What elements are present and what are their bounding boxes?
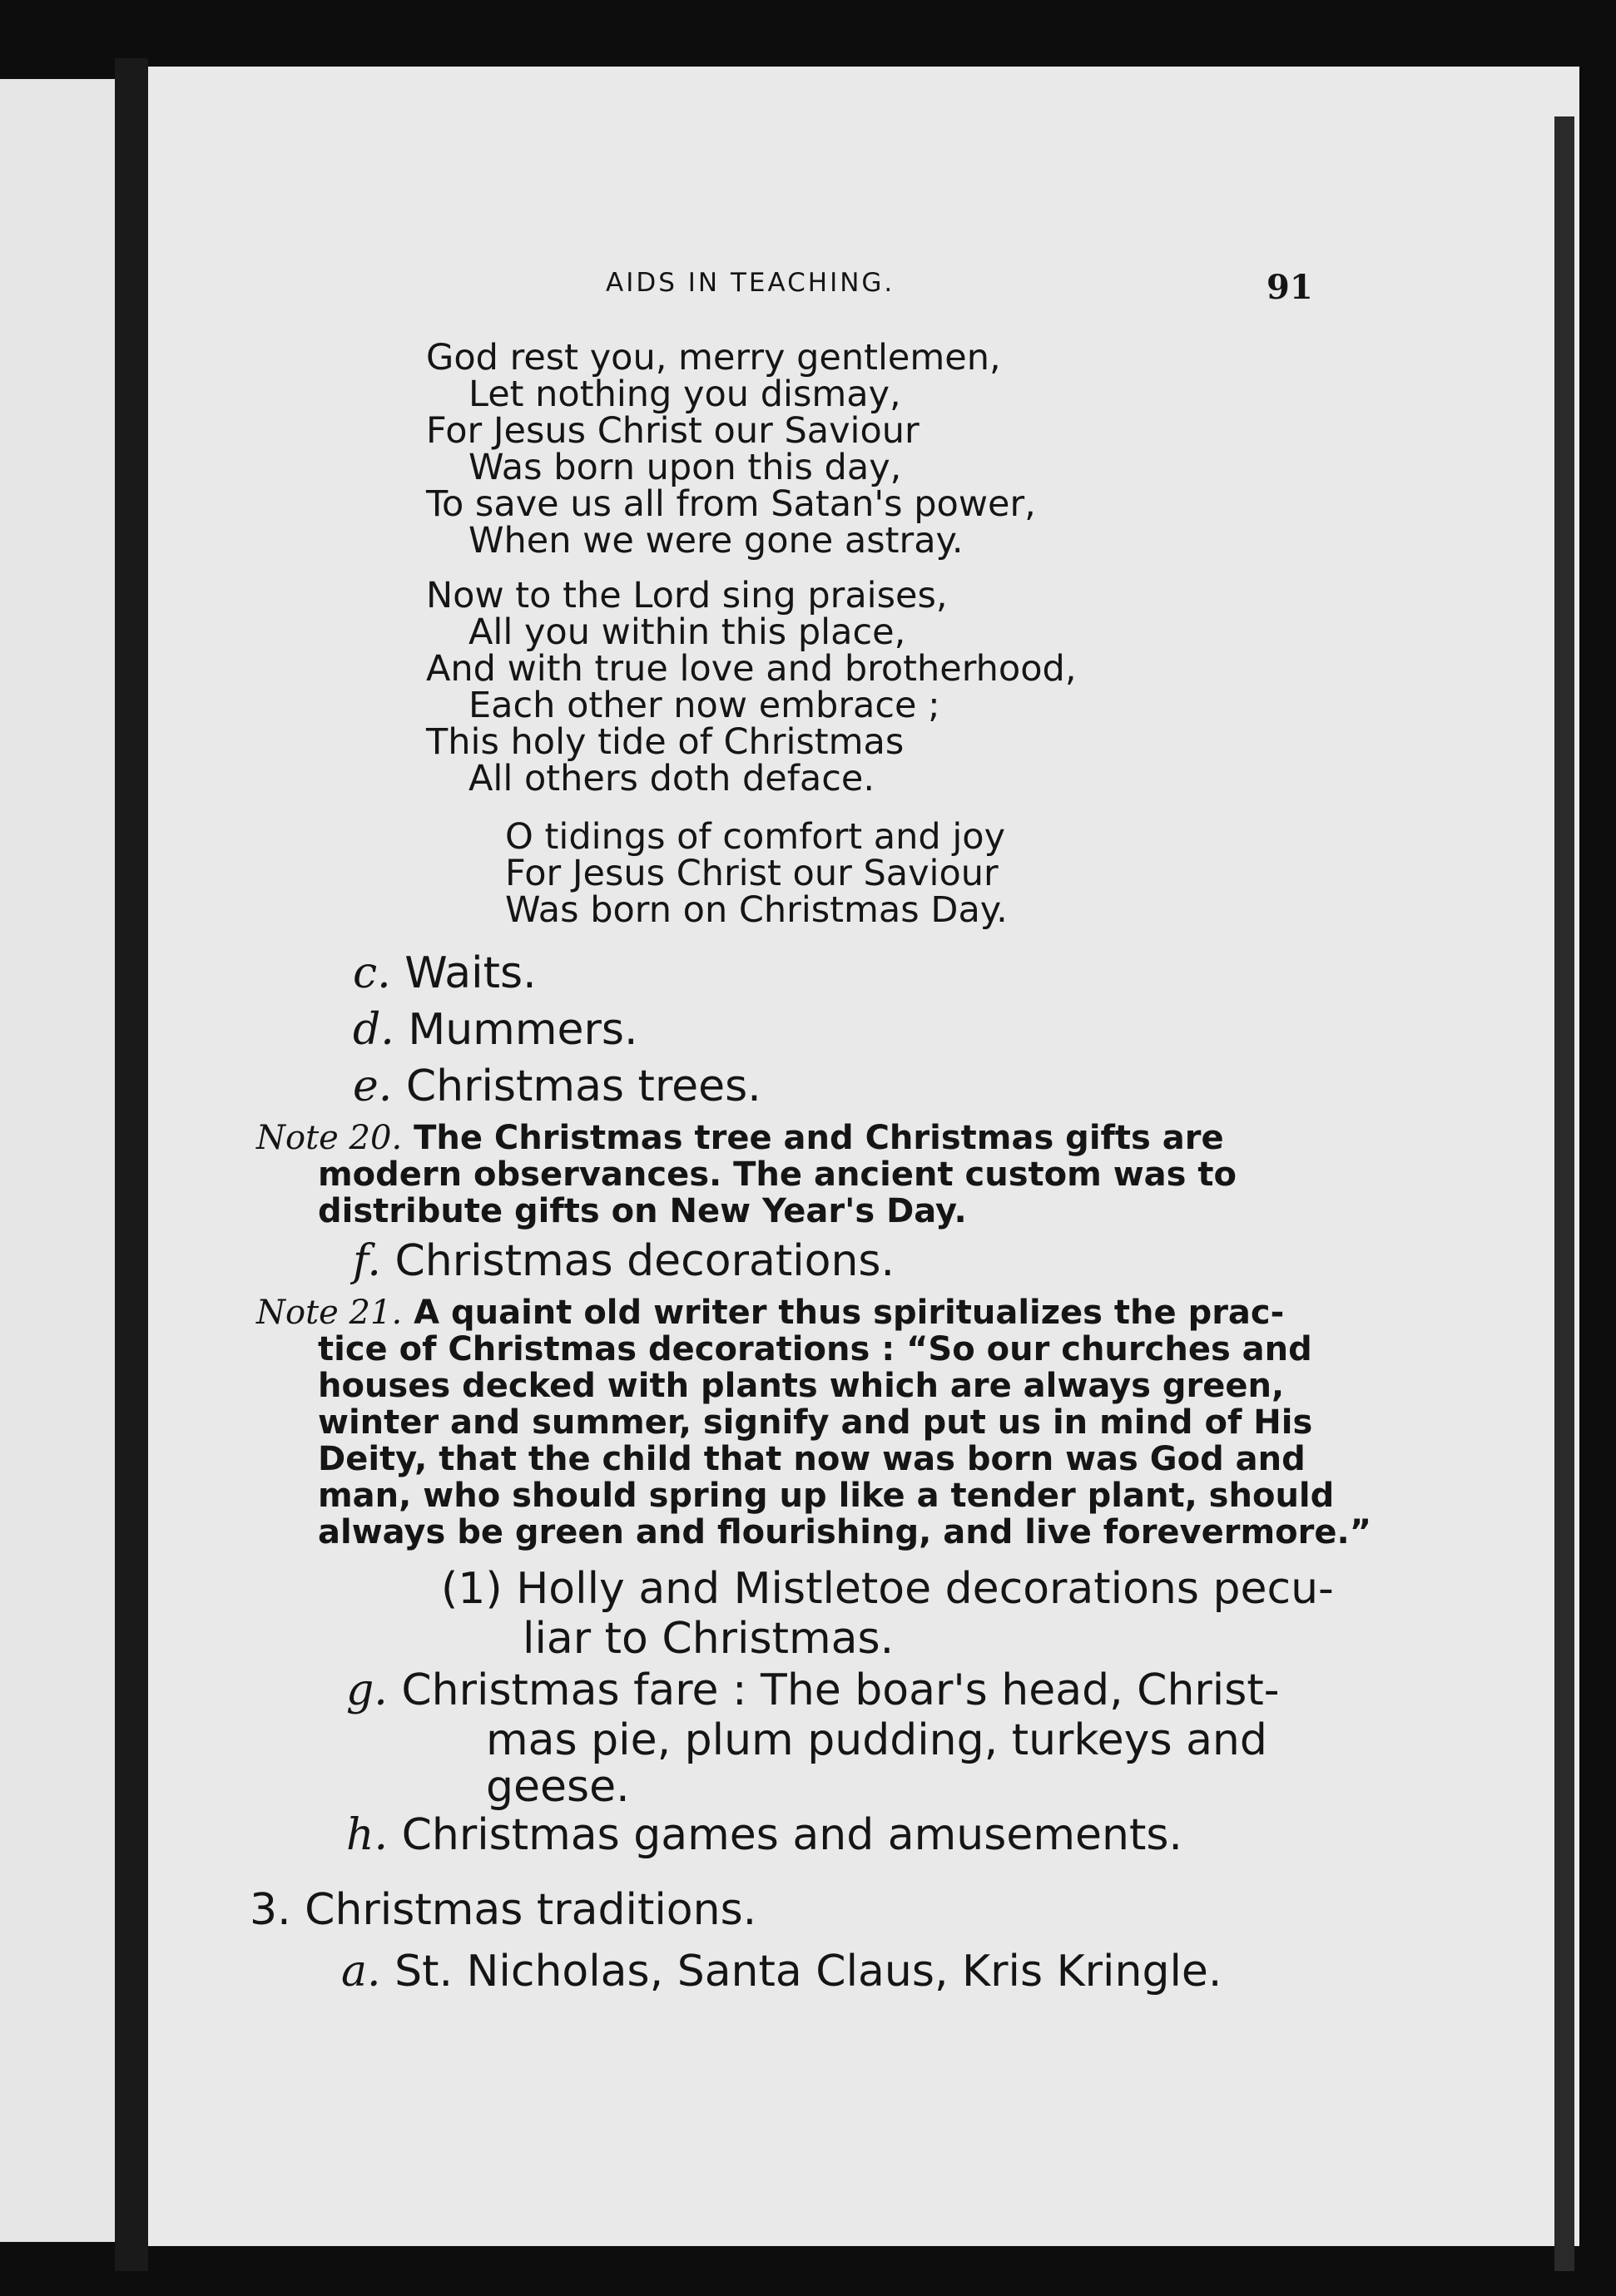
verse-line: For Jesus Christ our Saviour bbox=[426, 410, 920, 452]
item-marker: d. bbox=[353, 1005, 394, 1055]
list-item-c bbox=[353, 948, 537, 998]
verse-line: Let nothing you dismay, bbox=[468, 374, 901, 415]
list-item-f bbox=[353, 1236, 895, 1286]
note-21-line bbox=[256, 1294, 1284, 1331]
note-text: A quaint old writer thus spiritualizes the prac- bbox=[414, 1294, 1285, 1332]
item-marker: c. bbox=[353, 948, 391, 998]
refrain-line: O tidings of comfort and joy bbox=[505, 816, 1006, 858]
sub-item-1 bbox=[441, 1564, 1334, 1614]
note-21-line: man, who should spring up like a tender plant, should bbox=[318, 1477, 1335, 1515]
sub-item-1-continuation: liar to Christmas. bbox=[523, 1614, 895, 1664]
section-3-heading bbox=[250, 1885, 756, 1935]
item-text: Mummers. bbox=[408, 1005, 638, 1055]
page-right-edge bbox=[1554, 116, 1574, 2271]
note-21-line: tice of Christmas decorations : “So our churches and bbox=[318, 1330, 1312, 1368]
note-21-line: always be green and flourishing, and live forevermore.” bbox=[318, 1513, 1371, 1551]
verse-line: Was born upon this day, bbox=[468, 447, 902, 488]
list-item-g bbox=[346, 1665, 1280, 1715]
verse-line: This holy tide of Christmas bbox=[426, 721, 905, 763]
page-number: 91 bbox=[1267, 268, 1313, 307]
verse-line: Each other now embrace ; bbox=[468, 685, 940, 726]
item-text: Waits. bbox=[404, 948, 537, 998]
item-marker: h. bbox=[346, 1810, 389, 1860]
note-label: Note 21. bbox=[256, 1294, 403, 1332]
item-text: Christmas fare : The boar's head, Christ- bbox=[401, 1665, 1280, 1715]
list-item-e bbox=[353, 1061, 761, 1111]
list-item-h bbox=[346, 1810, 1182, 1860]
note-21-line: Deity, that the child that now was born was God and bbox=[318, 1440, 1306, 1478]
item-text: Holly and Mistletoe decorations pecu- bbox=[516, 1564, 1334, 1614]
note-20-line: distribute gifts on New Year's Day. bbox=[318, 1192, 967, 1230]
item-marker: g. bbox=[346, 1665, 388, 1715]
note-text: The Christmas tree and Christmas gifts are bbox=[414, 1119, 1224, 1157]
item-marker: (1) bbox=[441, 1564, 503, 1614]
verse-line: When we were gone astray. bbox=[468, 520, 964, 562]
item-text: St. Nicholas, Santa Claus, Kris Kringle. bbox=[394, 1947, 1222, 1997]
running-head: AIDS IN TEACHING. bbox=[606, 268, 895, 298]
item-marker: f. bbox=[353, 1236, 381, 1286]
list-item-g-continuation: geese. bbox=[486, 1762, 630, 1812]
facing-page-edge bbox=[0, 79, 116, 2242]
section-marker: 3. bbox=[250, 1885, 291, 1935]
list-item-a bbox=[341, 1947, 1222, 1997]
item-text: Christmas games and amusements. bbox=[401, 1810, 1182, 1860]
item-text: Christmas trees. bbox=[405, 1061, 761, 1111]
item-marker: a. bbox=[341, 1947, 381, 1997]
book-gutter bbox=[115, 58, 148, 2271]
note-21-line: winter and summer, signify and put us in mind of His bbox=[318, 1403, 1313, 1442]
verse-line: All you within this place, bbox=[468, 611, 906, 653]
verse-line: And with true love and brotherhood, bbox=[426, 648, 1077, 690]
list-item-g-continuation: mas pie, plum pudding, turkeys and bbox=[486, 1715, 1267, 1765]
note-label: Note 20. bbox=[256, 1119, 403, 1157]
verse-line: Now to the Lord sing praises, bbox=[426, 575, 948, 616]
refrain-line: For Jesus Christ our Saviour bbox=[505, 853, 999, 894]
item-text: Christmas decorations. bbox=[394, 1236, 895, 1286]
note-20-line bbox=[256, 1120, 1224, 1156]
item-marker: e. bbox=[353, 1061, 393, 1111]
section-text: Christmas traditions. bbox=[305, 1885, 757, 1935]
note-21-line: houses decked with plants which are always green, bbox=[318, 1367, 1285, 1405]
list-item-d bbox=[353, 1005, 637, 1055]
refrain-line: Was born on Christmas Day. bbox=[505, 889, 1008, 931]
verse-line: All others doth deface. bbox=[468, 758, 875, 799]
note-20-line: modern observances. The ancient custom was to bbox=[318, 1155, 1237, 1194]
verse-line: God rest you, merry gentlemen, bbox=[426, 337, 1001, 379]
verse-line: To save us all from Satan's power, bbox=[426, 483, 1036, 525]
